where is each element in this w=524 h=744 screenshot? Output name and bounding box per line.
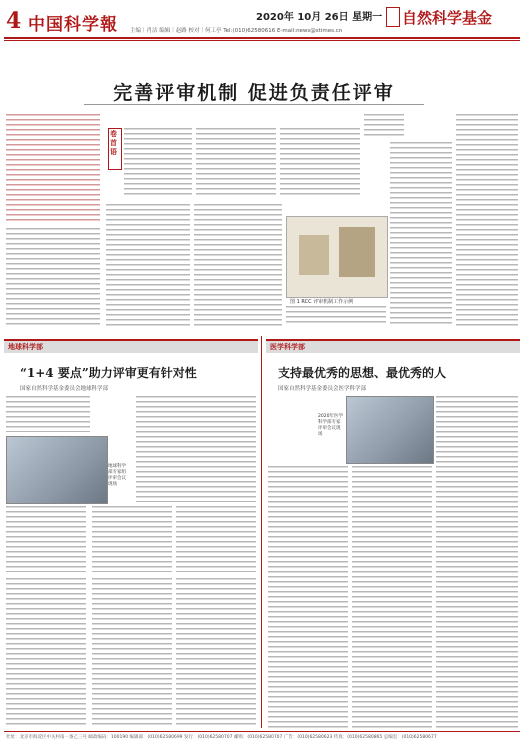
article-tag: 卷首语 <box>110 130 117 156</box>
footer-rule <box>4 731 520 732</box>
earth-col-2 <box>92 506 172 572</box>
section-label-medical: 医学科学部 <box>270 343 305 351</box>
earth-byline: 国家自然科学基金委员会地球科学部 <box>20 386 109 392</box>
medical-photo <box>346 396 434 464</box>
main-column-3 <box>194 204 282 326</box>
main-column-4-top <box>280 128 360 198</box>
figure-shape <box>339 227 375 277</box>
issue-date: 2020年 10月 26日 星期一 <box>256 12 383 23</box>
figure-illustration <box>286 216 388 298</box>
section-bar-medical <box>266 339 520 353</box>
medical-photo-caption: 2020年医学科学部专家评审会议现场 <box>318 414 343 437</box>
earth-photo-caption: 地球科学部专家组评审会议现场 <box>108 464 126 487</box>
earth-col-3-top <box>136 396 256 502</box>
section-emblem-icon <box>386 7 400 27</box>
earth-col-4 <box>6 578 86 728</box>
main-column-2-top <box>124 128 192 198</box>
main-column-5-top <box>364 114 404 138</box>
earth-col-1-top <box>6 396 90 432</box>
earth-col-3 <box>176 506 256 572</box>
section-title: 自然科学基金 <box>402 9 493 27</box>
earth-photo <box>6 436 108 504</box>
main-column-5 <box>390 142 452 326</box>
earth-col-6 <box>176 578 256 728</box>
main-column-4-bottom <box>286 306 386 326</box>
medical-col-1 <box>268 466 348 728</box>
figure-shape <box>299 235 329 275</box>
main-column-6 <box>456 114 518 326</box>
main-column-3-top <box>196 128 276 198</box>
page-number: 4 <box>6 8 22 34</box>
earth-headline: “1+4 要点”助力评审更有针对性 <box>20 366 197 380</box>
paper-name-logo: 中国科学報 <box>28 15 118 35</box>
medical-col-3 <box>436 396 518 728</box>
section-label-earth: 地球科学部 <box>8 343 43 351</box>
figure-caption: 图 1 RCC 评审机制工作示例 <box>290 299 354 305</box>
medical-byline: 国家自然科学基金委员会医学科学部 <box>278 386 367 392</box>
headline-rule <box>84 104 424 105</box>
column-divider <box>261 336 262 728</box>
earth-col-5 <box>92 578 172 728</box>
masthead-rule <box>4 37 520 39</box>
footer-info: 社址：北京市海淀区中关村南一条乙三号 邮政编码：100190 编辑部：(010)62580699 发行：(010)62580707 邮购：(010)62580707 广告：(010)62580623 传真：(010)62580865 总编室：(010)62580677 <box>6 735 437 740</box>
main-headline: 完善评审机制 促进负责任评审 <box>113 82 395 104</box>
main-column-1 <box>6 228 100 326</box>
medical-col-2 <box>352 466 432 728</box>
masthead-rule-thin <box>4 40 520 41</box>
editor-info: 主编｜肖洁 编辑｜赵路 校对｜何工亭 Tel:(010)62580616 E-mail:news@stimes.cn <box>130 28 343 34</box>
section-bar-earth <box>4 339 258 353</box>
main-column-2 <box>106 204 190 326</box>
earth-col-1 <box>6 506 86 572</box>
medical-headline: 支持最优秀的思想、最优秀的人 <box>278 366 447 380</box>
intro-red-text <box>6 114 100 222</box>
